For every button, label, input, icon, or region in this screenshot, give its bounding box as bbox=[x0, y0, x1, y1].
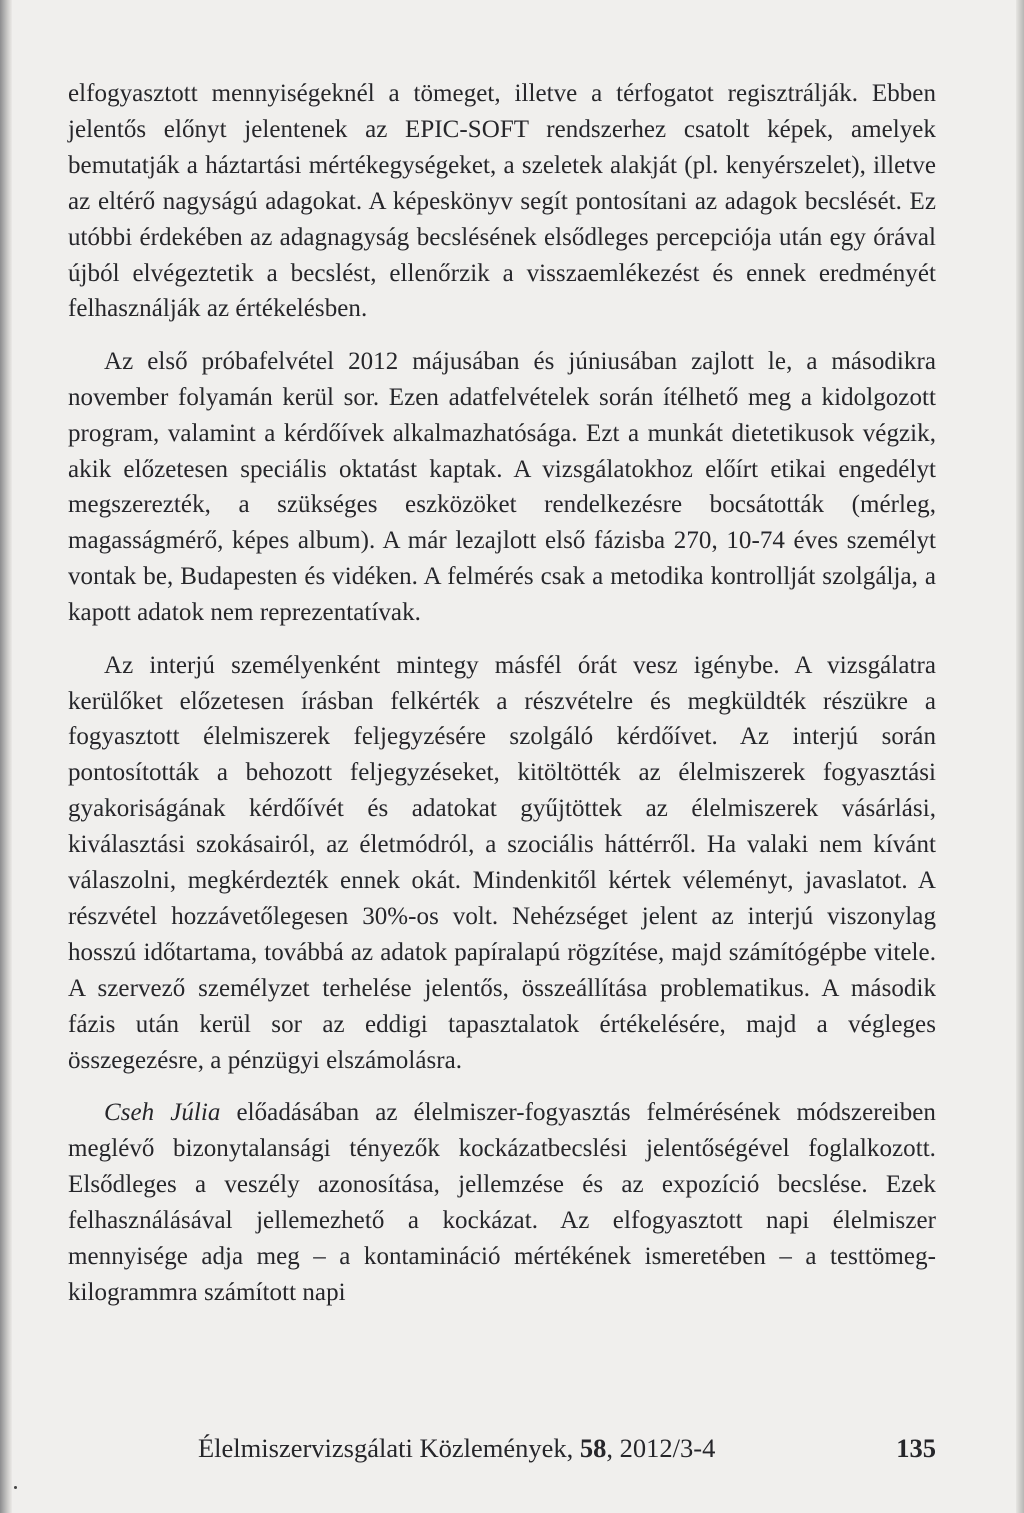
page-right-edge bbox=[1016, 0, 1024, 1513]
paragraph-4-text: előadásában az élelmiszer-fogyasztás felmérésének módszereiben meglévő bizonytalansági tényezők kockázatbecslési jelentőségével foglalkozott. Elsődleges a veszély azonosítása, jellemzése és az expozíció becslése. Ezek felhasználásával jellemezhető a kockázat. Az elfogyasztott napi élelmiszer mennyisége adja meg – a kontamináció mértékének ismeretében – a testtömeg-kilogrammra számított napi bbox=[68, 1098, 936, 1306]
page-body bbox=[68, 76, 936, 1327]
paragraph-1: elfogyasztott mennyiségeknél a tömeget, illetve a térfogatot regisztrálják. Ebben jelentős előnyt jelentenek az EPIC-SOFT rendszerhez csatolt képek, amelyek bemutatják a háztartási mértékegységeket, a szeletek alakját (pl. kenyérszelet), illetve az eltérő nagyságú adagokat. A képeskönyv segít pontosítani az adagok becslését. Ez utóbbi érdekében az adagnagyság becslésének elsődleges percepciója után egy órával újból elvégeztetik a becslést, ellenőrzik a visszaemlékezést és ennek eredményét felhasználják az értékelésben. bbox=[68, 80, 936, 323]
journal-issue: , 2012/3-4 bbox=[606, 1433, 716, 1463]
paragraph-3: Az interjú személyenként mintegy másfél órát vesz igénybe. A vizsgálatra kerülőket előzetesen írásban felkérték a részvételre és megküldték részükre a fogyasztott élelmiszerek feljegyzésére szolgáló kérdőívet. Az interjú során pontosították a behozott feljegyzéseket, kitöltötték az élelmiszerek fogyasztási gyakoriságának kérdőívét és adatokat gyűjtöttek az élelmiszerek vásárlási, kiválasztási szokásairól, az életmódról, a szociális háttérről. Ha valaki nem kívánt válaszolni, megkérdezték ennek okát. Mindenkitől kértek véleményt, javaslatot. A részvétel hozzávetőlegesen 30%-os volt. Nehézséget jelent az interjú viszonylag hosszú időtartama, továbbá az adatok papíralapú rögzítése, majd számítógépbe vitele. A szervező személyzet terhelése jelentős, összeállítása problematikus. A második fázis után kerül sor az eddigi tapasztalatok értékelésére, majd a végleges összegezésre, a pénzügyi elszámolásra. bbox=[68, 651, 936, 1074]
paragraph-4 bbox=[68, 1095, 936, 1310]
page-number: 135 bbox=[896, 1433, 936, 1463]
page-footer bbox=[68, 1430, 936, 1466]
page-binding-edge bbox=[0, 0, 12, 1513]
journal-volume: 58 bbox=[579, 1433, 607, 1463]
author-name: Cseh Júlia bbox=[104, 1098, 221, 1126]
journal-citation bbox=[198, 1430, 715, 1466]
journal-title: Élelmiszervizsgálati Közlemények, bbox=[198, 1433, 580, 1463]
margin-dot bbox=[14, 1486, 17, 1489]
paragraph-2: Az első próbafelvétel 2012 májusában és júniusában zajlott le, a másodikra november folyamán kerül sor. Ezen adatfelvételek során ítélhető meg a kidolgozott program, valamint a kérdőívek alkalmazhatósága. Ezt a munkát dietetikusok végzik, akik előzetesen speciális oktatást kaptak. A vizsgálatokhoz előírt etikai engedélyt megszerezték, a szükséges eszközöket rendelkezésre bocsátották (mérleg, magasságmérő, képes album). A már lezajlott első fázisba 270, 10-74 éves személyt vontak be, Budapesten és vidéken. A felmérés csak a metodika kontrollját szolgálja, a kapott adatok nem reprezentatívak. bbox=[68, 347, 936, 627]
